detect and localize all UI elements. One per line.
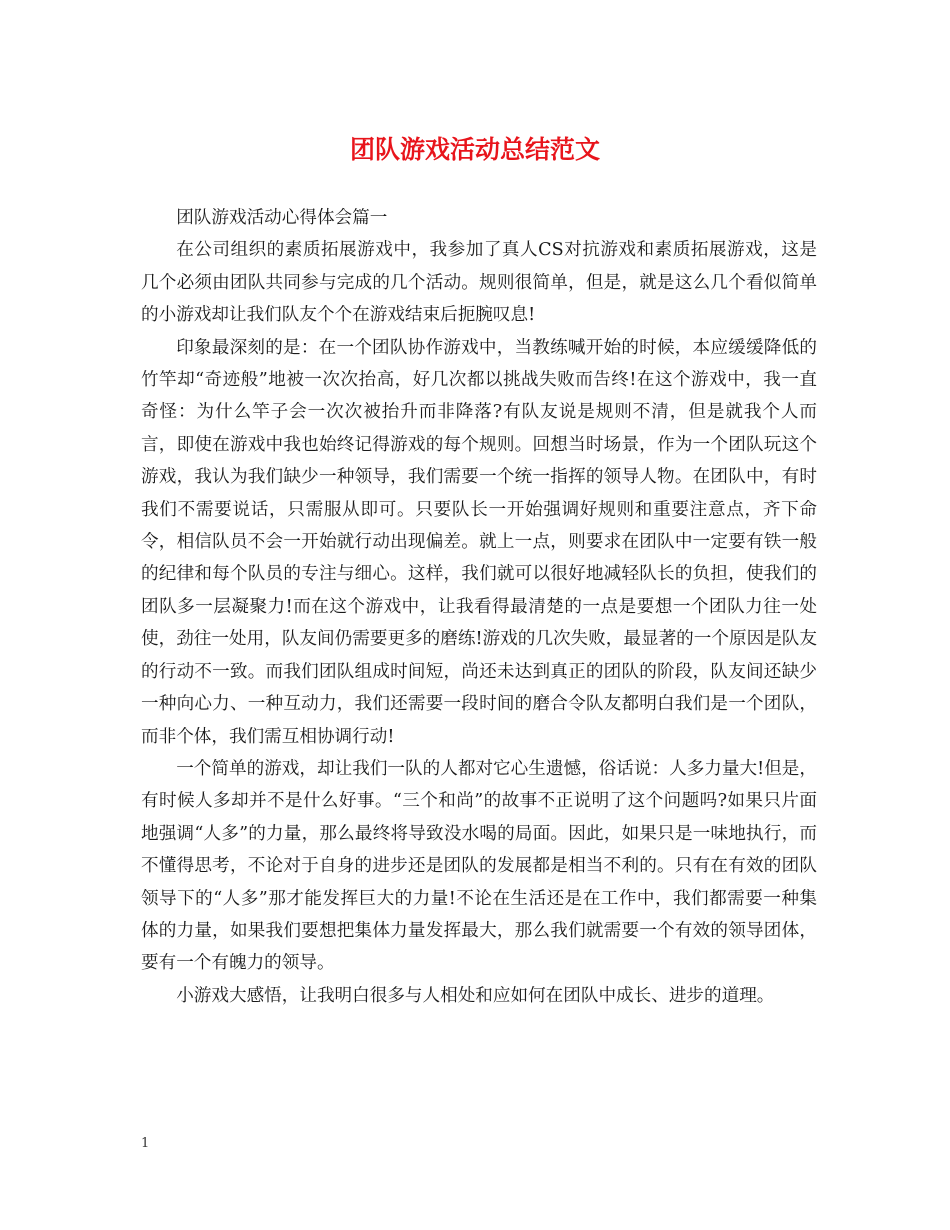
paragraph: 印象最深刻的是：在一个团队协作游戏中，当教练喊开始的时候，本应缓缓降低的竹竿却“奇迹般”地被一次次抬高，好几次都以挑战失败而告终!在这个游戏中，我一直奇怪：为什么竿子会一次次被抬升而非降落?有队友说是规则不清，但是就我个人而言，即使在游戏中我也始终记得游戏的每个规则。回想当时场景，作为一个团队玩这个游戏，我认为我们缺少一种领导，我们需要一个统一指挥的领导人物。在团队中，有时我们不需要说话，只需服从即可。只要队长一开始强调好规则和重要注意点，齐下命令，相信队员不会一开始就行动出现偏差。就上一点，则要求在团队中一定要有铁一般的纪律和每个队员的专注与细心。这样，我们就可以很好地减轻队长的负担，使我们的团队多一层凝聚力!而在这个游戏中，让我看得最清楚的一点是要想一个团队力往一处使，劲往一处用，队友间仍需要更多的磨练!游戏的几次失败，最显著的一个原因是队友的行动不一致。而我们团队组成时间短，尚还未达到真正的团队的阶段，队友间还缺少一种向心力、一种互动力，我们还需要一段时间的磨合令队友都明白我们是一个团队，而非个体，我们需互相协调行动! <box>141 337 817 747</box>
page-number: 1 <box>141 1136 150 1151</box>
document-title: 团队游戏活动总结范文 <box>349 135 600 164</box>
document-body <box>141 202 817 1012</box>
paragraph: 在公司组织的素质拓展游戏中，我参加了真人CS对抗游戏和素质拓展游戏，这是几个必须由团队共同参与完成的几个活动。规则很简单，但是，就是这么几个看似简单的小游戏却让我们队友个个在游戏结束后扼腕叹息! <box>141 240 817 326</box>
paragraph-heading: 团队游戏活动心得体会篇一 <box>176 208 388 228</box>
paragraph: 小游戏大感悟，让我明白很多与人相处和应如何在团队中成长、进步的道理。 <box>176 985 775 1006</box>
paragraph: 一个简单的游戏，却让我们一队的人都对它心生遗憾，俗话说：人多力量大!但是，有时候人多却并不是什么好事。“三个和尚”的故事不正说明了这个问题吗?如果只片面地强调“人多”的力量，那么最终将导致没水喝的局面。因此，如果只是一味地执行，而不懂得思考，不论对于自身的进步还是团队的发展都是相当不利的。只有在有效的团队领导下的“人多”那才能发挥巨大的力量!不论在生活还是在工作中，我们都需要一种集体的力量，如果我们要想把集体力量发挥最大，那么我们就需要一个有效的领导团体，要有一个有魄力的领导。 <box>141 758 817 974</box>
